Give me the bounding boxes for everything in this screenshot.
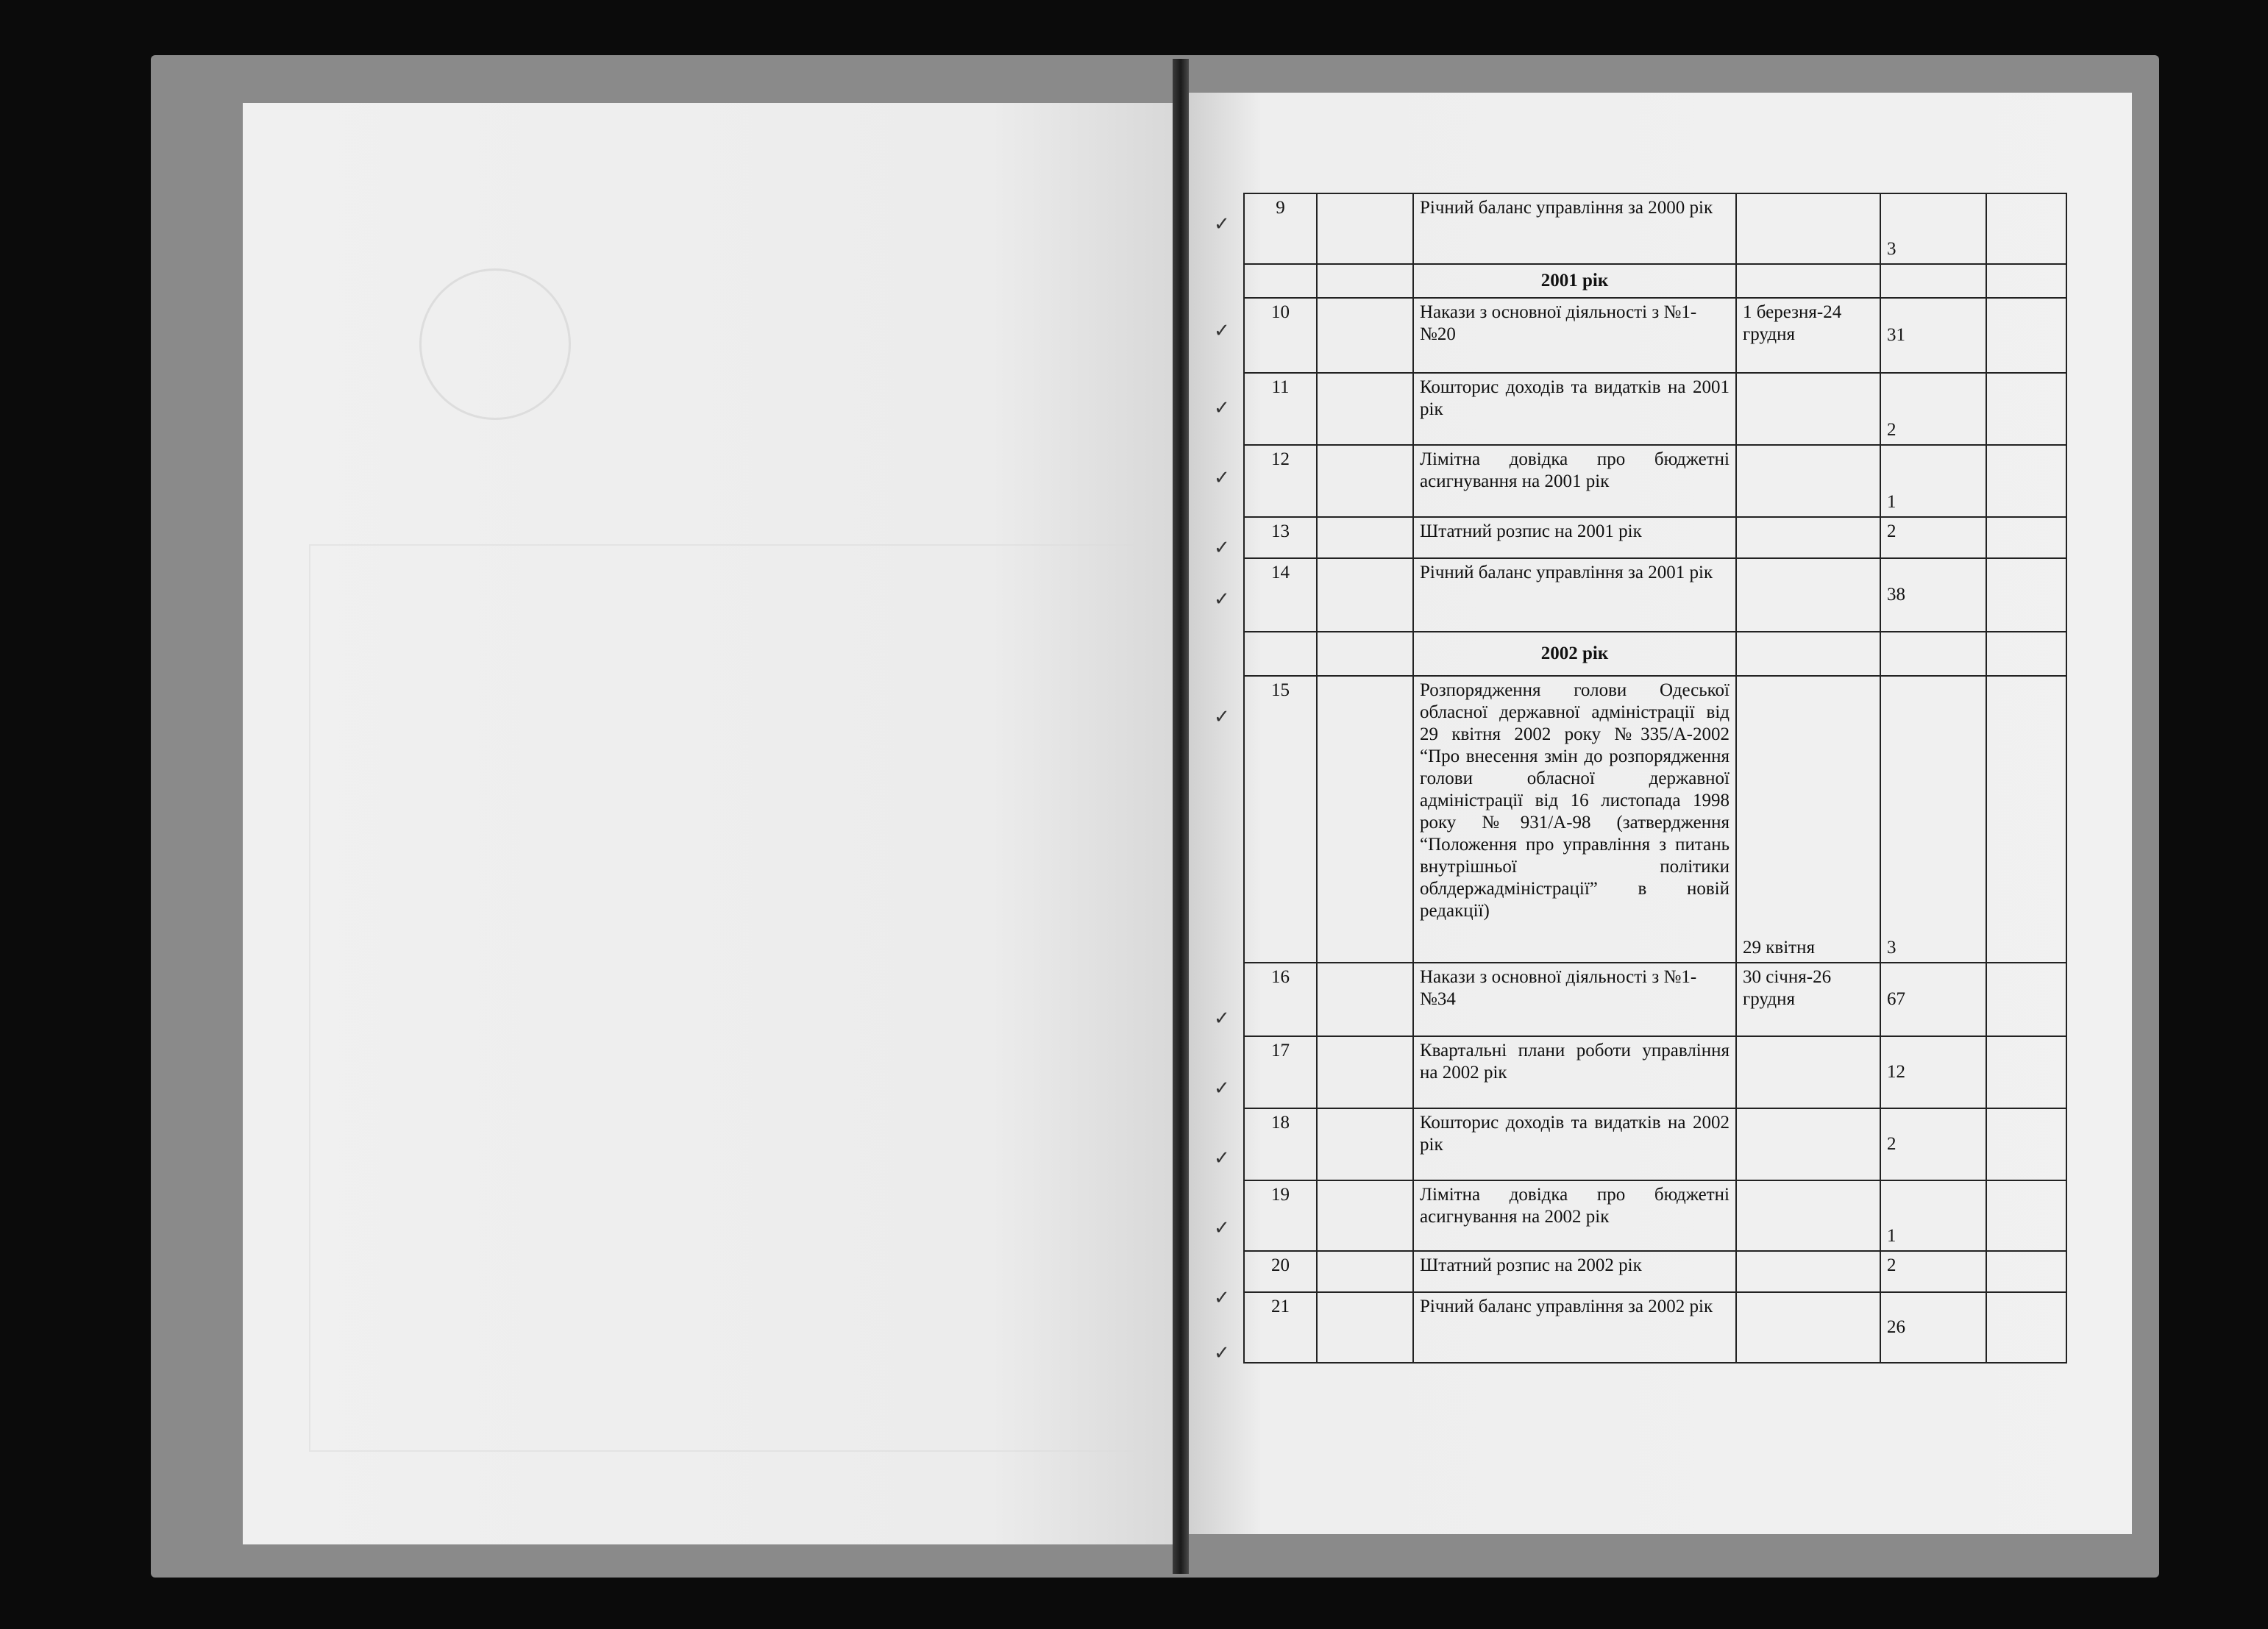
- row-dates: 30 січня-26 грудня: [1736, 963, 1880, 1036]
- row-sheets: 31: [1880, 298, 1986, 373]
- row-sheets: 26: [1880, 1292, 1986, 1363]
- table-row: [1244, 1108, 2066, 1180]
- row-dates: [1736, 1251, 1880, 1292]
- row-sheets: 67: [1880, 963, 1986, 1036]
- row-sheets: 2: [1880, 373, 1986, 445]
- row-number: 9: [1244, 193, 1317, 264]
- row-title: Лімітна довідка про бюджетні асигнування на 2001 рік: [1413, 445, 1736, 517]
- row-sheets: 12: [1880, 1036, 1986, 1108]
- inventory-table: [1243, 193, 2067, 1364]
- table-row: [1244, 963, 2066, 1036]
- table-row: [1244, 517, 2066, 558]
- row-number: 17: [1244, 1036, 1317, 1108]
- left-page-bleed-through-seal: [419, 268, 571, 420]
- row-number: 11: [1244, 373, 1317, 445]
- row-title: Лімітна довідка про бюджетні асигнування на 2002 рік: [1413, 1180, 1736, 1251]
- row-number: 21: [1244, 1292, 1317, 1363]
- row-number: 12: [1244, 445, 1317, 517]
- row-title: Квартальні плани роботи управління на 2002 рік: [1413, 1036, 1736, 1108]
- row-title: Накази з основної діяльності з №1-№34: [1413, 963, 1736, 1036]
- margin-tick-mark: ✓: [1214, 1008, 1230, 1030]
- margin-tick-mark: ✓: [1214, 537, 1230, 559]
- table-row: [1244, 193, 2066, 264]
- row-title: Річний баланс управління за 2002 рік: [1413, 1292, 1736, 1363]
- row-sheets: 1: [1880, 1180, 1986, 1251]
- row-sheets: 38: [1880, 558, 1986, 632]
- row-title: Річний баланс управління за 2000 рік: [1413, 193, 1736, 264]
- row-dates: 1 березня-24 грудня: [1736, 298, 1880, 373]
- row-number: 10: [1244, 298, 1317, 373]
- row-number: 20: [1244, 1251, 1317, 1292]
- margin-tick-mark: ✓: [1214, 706, 1230, 728]
- table-row: [1244, 298, 2066, 373]
- row-title: Кошторис доходів та видатків на 2002 рік: [1413, 1108, 1736, 1180]
- row-number: 19: [1244, 1180, 1317, 1251]
- row-dates: [1736, 517, 1880, 558]
- row-dates: [1736, 1292, 1880, 1363]
- margin-tick-mark: ✓: [1214, 1077, 1230, 1099]
- margin-tick-mark: ✓: [1214, 1147, 1230, 1169]
- table-row: [1244, 445, 2066, 517]
- row-sheets: 3: [1880, 676, 1986, 963]
- table-row: [1244, 373, 2066, 445]
- margin-tick-mark: ✓: [1214, 1342, 1230, 1364]
- row-notes: [1986, 193, 2066, 264]
- row-title: Штатний розпис на 2001 рік: [1413, 517, 1736, 558]
- row-dates: [1736, 1180, 1880, 1251]
- row-sheets: 2: [1880, 1108, 1986, 1180]
- row-dates: [1736, 1108, 1880, 1180]
- row-number: 15: [1244, 676, 1317, 963]
- margin-tick-mark: ✓: [1214, 1217, 1230, 1239]
- row-sheets: 3: [1880, 193, 1986, 264]
- row-number: 18: [1244, 1108, 1317, 1180]
- row-title: Накази з основної діяльності з №1- №20: [1413, 298, 1736, 373]
- row-sheets: 1: [1880, 445, 1986, 517]
- row-title: Розпорядження голови Одеської обласної державної адміністрації від 29 квітня 2002 року №335/А-2002 “Про внесення змін до розпорядження голови обласної державної адміністрації від 16 листопада 1998 року №931/А-98 (затвердження “Положення про управління з питань внутрішньої політики облдержадміністрації” в новій редакції): [1413, 676, 1736, 963]
- table-row: [1244, 558, 2066, 632]
- row-title: Штатний розпис на 2002 рік: [1413, 1251, 1736, 1292]
- year-row: [1244, 264, 2066, 298]
- year-heading: 2002 рік: [1413, 632, 1736, 676]
- year-heading: 2001 рік: [1413, 264, 1736, 298]
- year-row: [1244, 632, 2066, 676]
- row-sheets: 2: [1880, 1251, 1986, 1292]
- table-row: [1244, 1180, 2066, 1251]
- row-number: 16: [1244, 963, 1317, 1036]
- margin-tick-mark: ✓: [1214, 213, 1230, 235]
- row-dates: [1736, 193, 1880, 264]
- row-index-cell: [1317, 193, 1413, 264]
- margin-tick-mark: ✓: [1214, 320, 1230, 342]
- row-title: Річний баланс управління за 2001 рік: [1413, 558, 1736, 632]
- table-row: [1244, 1251, 2066, 1292]
- row-dates: [1736, 1036, 1880, 1108]
- row-dates: 29 квітня: [1736, 676, 1880, 963]
- margin-tick-mark: ✓: [1214, 397, 1230, 419]
- table-row: [1244, 1292, 2066, 1363]
- table-row: [1244, 1036, 2066, 1108]
- row-number: 13: [1244, 517, 1317, 558]
- book-spine: [1173, 59, 1189, 1574]
- row-dates: [1736, 558, 1880, 632]
- row-sheets: 2: [1880, 517, 1986, 558]
- row-dates: [1736, 373, 1880, 445]
- row-number: 14: [1244, 558, 1317, 632]
- margin-tick-mark: ✓: [1214, 1287, 1230, 1309]
- row-title: Кошторис доходів та видатків на 2001 рік: [1413, 373, 1736, 445]
- margin-tick-mark: ✓: [1214, 467, 1230, 489]
- margin-tick-mark: ✓: [1214, 588, 1230, 610]
- row-dates: [1736, 445, 1880, 517]
- left-page-bleed-through-table: [309, 544, 1143, 1452]
- table-row: [1244, 676, 2066, 963]
